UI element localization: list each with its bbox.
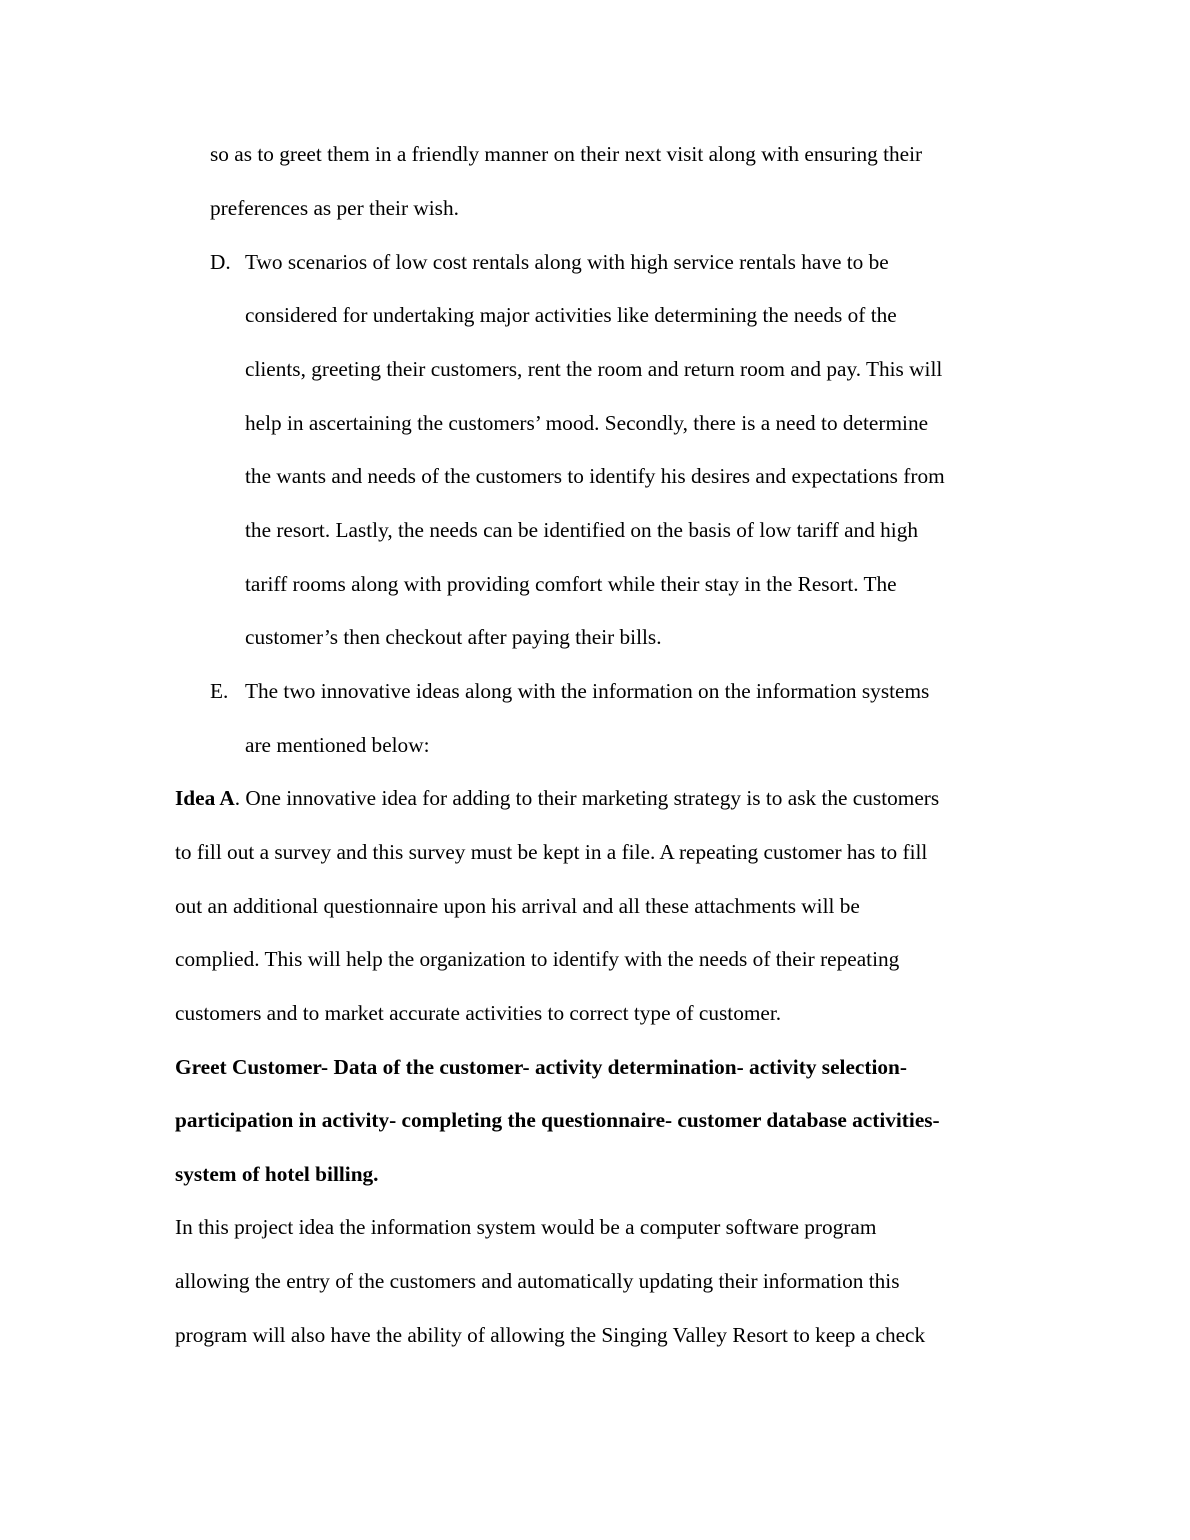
paragraph-line: so as to greet them in a friendly manner on their next visit along with ensuring their — [210, 142, 923, 166]
paragraph-line: customers and to market accurate activities to correct type of customer. — [175, 1001, 782, 1025]
list-item-line: the resort. Lastly, the needs can be identified on the basis of low tariff and high — [245, 518, 919, 542]
list-item-line: help in ascertaining the customers’ mood. Secondly, there is a need to determine — [245, 411, 929, 435]
paragraph-line: preferences as per their wish. — [210, 196, 459, 220]
idea-a-first-line — [175, 785, 939, 811]
process-flow-line: Greet Customer- Data of the customer- activity determination- activity selection- — [175, 1055, 907, 1079]
list-item-line: the wants and needs of the customers to identify his desires and expectations from — [245, 464, 945, 488]
list-item-line: The two innovative ideas along with the information on the information systems — [245, 679, 930, 703]
list-marker: E. — [210, 679, 229, 703]
paragraph-line: In this project idea the information system would be a computer software program — [175, 1215, 877, 1239]
list-item-line: clients, greeting their customers, rent the room and return room and pay. This will — [245, 357, 943, 381]
list-item-line: considered for undertaking major activities like determining the needs of the — [245, 303, 897, 327]
paragraph-line: complied. This will help the organization to identify with the needs of their repeating — [175, 947, 900, 971]
list-item-line: are mentioned below: — [245, 733, 430, 757]
paragraph-line: program will also have the ability of allowing the Singing Valley Resort to keep a check — [175, 1323, 926, 1347]
process-flow-line: system of hotel billing. — [175, 1162, 379, 1186]
list-item-line: tariff rooms along with providing comfort while their stay in the Resort. The — [245, 572, 897, 596]
list-item-line: Two scenarios of low cost rentals along with high service rentals have to be — [245, 250, 889, 274]
paragraph-line: out an additional questionnaire upon his arrival and all these attachments will be — [175, 894, 860, 918]
process-flow-line: participation in activity- completing the questionnaire- customer database activities- — [175, 1108, 940, 1132]
idea-a-first-line-text: . One innovative idea for adding to their marketing strategy is to ask the customers — [234, 786, 940, 810]
list-marker: D. — [210, 250, 231, 274]
paragraph-line: allowing the entry of the customers and automatically updating their information this — [175, 1269, 900, 1293]
idea-a-label: Idea A — [175, 786, 235, 810]
list-item-line: customer’s then checkout after paying their bills. — [245, 625, 662, 649]
paragraph-line: to fill out a survey and this survey must be kept in a file. A repeating customer has to fill — [175, 840, 928, 864]
